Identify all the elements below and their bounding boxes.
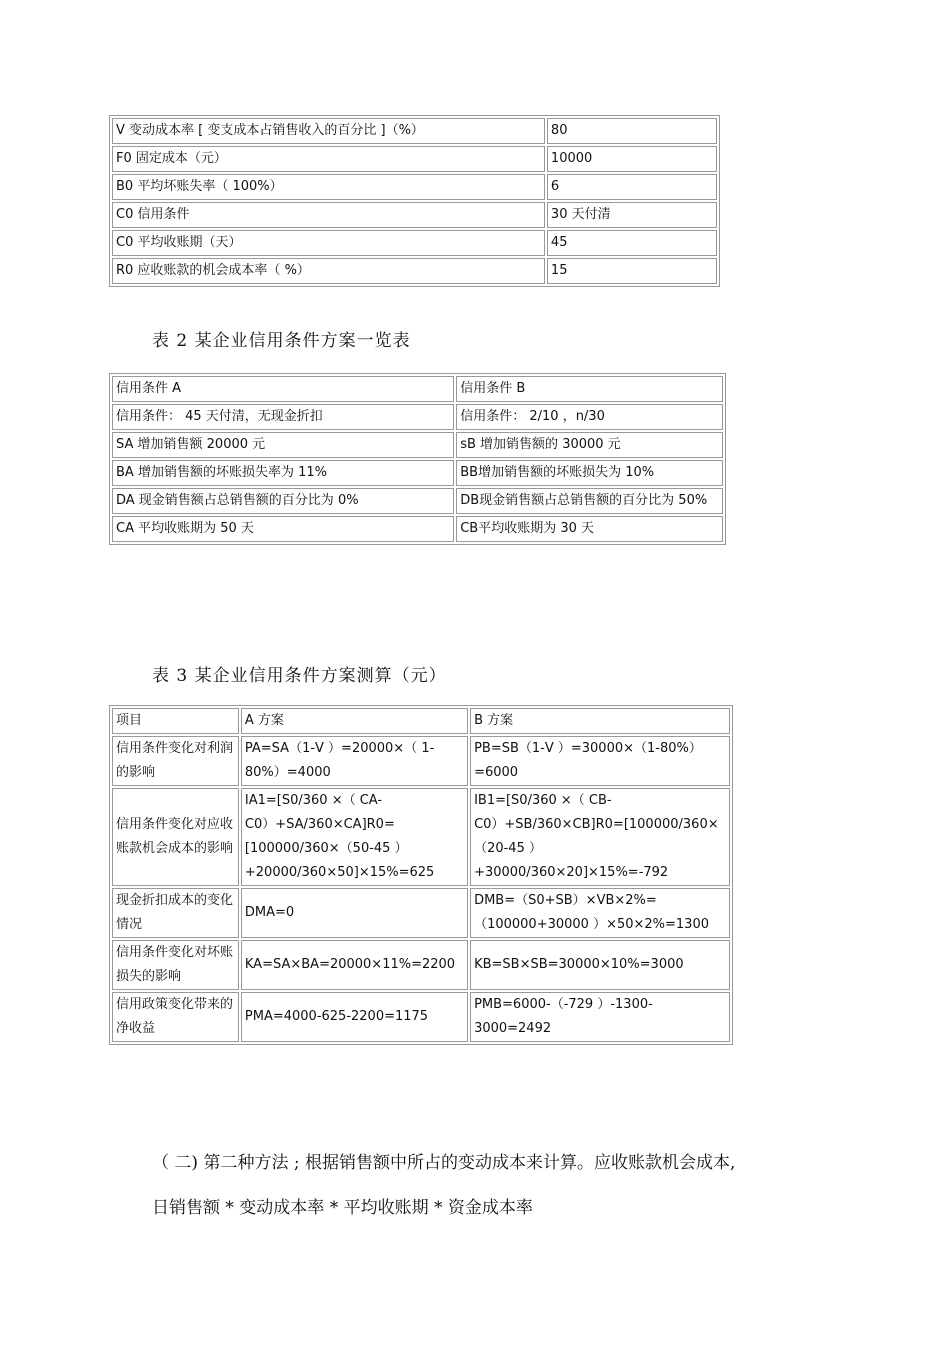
column-header: B 方案 bbox=[470, 708, 730, 734]
table-cell: BB增加销售额的坏账损失为 10% bbox=[456, 460, 723, 486]
table-cell: 信用条件： 45 天付清，无现金折扣 bbox=[112, 404, 454, 430]
table-cell: C0 信用条件 bbox=[112, 202, 545, 228]
table-cell: CB平均收账期为 30 天 bbox=[456, 516, 723, 542]
table-row bbox=[112, 258, 717, 284]
table-row bbox=[112, 202, 717, 228]
table-row bbox=[112, 376, 723, 402]
table-row bbox=[112, 174, 717, 200]
table-cell: PMA=4000-625-2200=1175 bbox=[241, 992, 468, 1042]
column-header: 项目 bbox=[112, 708, 239, 734]
table-cell: 信用条件变化对利润的影响 bbox=[112, 736, 239, 786]
paragraph-line: （ 二) 第二种方法 ; 根据销售额中所占的变动成本来计算。应收账款机会成本, bbox=[152, 1153, 736, 1173]
table-cell: 信用条件 B bbox=[456, 376, 723, 402]
table-cell: CA 平均收账期为 50 天 bbox=[112, 516, 454, 542]
table-cell: DMB=（S0+SB）×VB×2%=（100000+30000 ）×50×2%=1300 bbox=[470, 888, 730, 938]
table-cell: 45 bbox=[547, 230, 717, 256]
table-row bbox=[112, 146, 717, 172]
table-cell: 现金折扣成本的变化情况 bbox=[112, 888, 239, 938]
table-cell: PA=SA（1-V ）=20000×（ 1-80%）=4000 bbox=[241, 736, 468, 786]
table-row bbox=[112, 230, 717, 256]
table-cell: 30 天付清 bbox=[547, 202, 717, 228]
table-cell: V 变动成本率 [ 变支成本占销售收入的百分比 ]（%） bbox=[112, 118, 545, 144]
table-cell: 信用条件： 2/10 ，n/30 bbox=[456, 404, 723, 430]
table-cell: R0 应收账款的机会成本率（ %） bbox=[112, 258, 545, 284]
table-cell: PMB=6000-（-729 ）-1300-3000=2492 bbox=[470, 992, 730, 1042]
table-row bbox=[112, 118, 717, 144]
table-cell: KA=SA×BA=20000×11%=2200 bbox=[241, 940, 468, 990]
table-cell: 信用政策变化带来的净收益 bbox=[112, 992, 239, 1042]
table-row bbox=[112, 788, 730, 886]
table-cell: 6 bbox=[547, 174, 717, 200]
table-cell: DMA=0 bbox=[241, 888, 468, 938]
table-row bbox=[112, 488, 723, 514]
credit-terms-table bbox=[109, 373, 726, 545]
table-cell: F0 固定成本（元） bbox=[112, 146, 545, 172]
table-row bbox=[112, 992, 730, 1042]
table-row bbox=[112, 404, 723, 430]
table-row bbox=[112, 432, 723, 458]
table-header-row bbox=[112, 708, 730, 734]
table-cell: 信用条件 A bbox=[112, 376, 454, 402]
table-cell: 80 bbox=[547, 118, 717, 144]
table-cell: KB=SB×SB=30000×10%=3000 bbox=[470, 940, 730, 990]
table3-caption: 表 3 某企业信用条件方案测算（元） bbox=[152, 666, 447, 686]
table-cell: B0 平均坏账失率（ 100%） bbox=[112, 174, 545, 200]
credit-scheme-calculation-table bbox=[109, 705, 733, 1045]
table-cell: IA1=[S0/360 ×（ CA-C0）+SA/360×CA]R0=[100000/360×（50-45 ）+20000/360×50]×15%=625 bbox=[241, 788, 468, 886]
table-row bbox=[112, 940, 730, 990]
parameters-table bbox=[109, 115, 720, 287]
table-cell: BA 增加销售额的坏账损失率为 11% bbox=[112, 460, 454, 486]
table-cell: sB 增加销售额的 30000 元 bbox=[456, 432, 723, 458]
table-cell: DB现金销售额占总销售额的百分比为 50% bbox=[456, 488, 723, 514]
table-row bbox=[112, 516, 723, 542]
table-cell: DA 现金销售额占总销售额的百分比为 0% bbox=[112, 488, 454, 514]
table-row bbox=[112, 888, 730, 938]
table-row bbox=[112, 736, 730, 786]
paragraph-line: 日销售额 * 变动成本率 * 平均收账期 * 资金成本率 bbox=[152, 1198, 533, 1218]
table-cell: 10000 bbox=[547, 146, 717, 172]
table-cell: 信用条件变化对应收账款机会成本的影响 bbox=[112, 788, 239, 886]
table-cell: 信用条件变化对坏账损失的影响 bbox=[112, 940, 239, 990]
table-cell: PB=SB（1-V ）=30000×（1-80%）=6000 bbox=[470, 736, 730, 786]
table-cell: IB1=[S0/360 ×（ CB-C0）+SB/360×CB]R0=[100000/360×（20-45 ）+30000/360×20]×15%=-792 bbox=[470, 788, 730, 886]
table-cell: C0 平均收账期（天） bbox=[112, 230, 545, 256]
table-row bbox=[112, 460, 723, 486]
column-header: A 方案 bbox=[241, 708, 468, 734]
table-cell: SA 增加销售额 20000 元 bbox=[112, 432, 454, 458]
table-cell: 15 bbox=[547, 258, 717, 284]
table2-caption: 表 2 某企业信用条件方案一览表 bbox=[152, 331, 411, 351]
